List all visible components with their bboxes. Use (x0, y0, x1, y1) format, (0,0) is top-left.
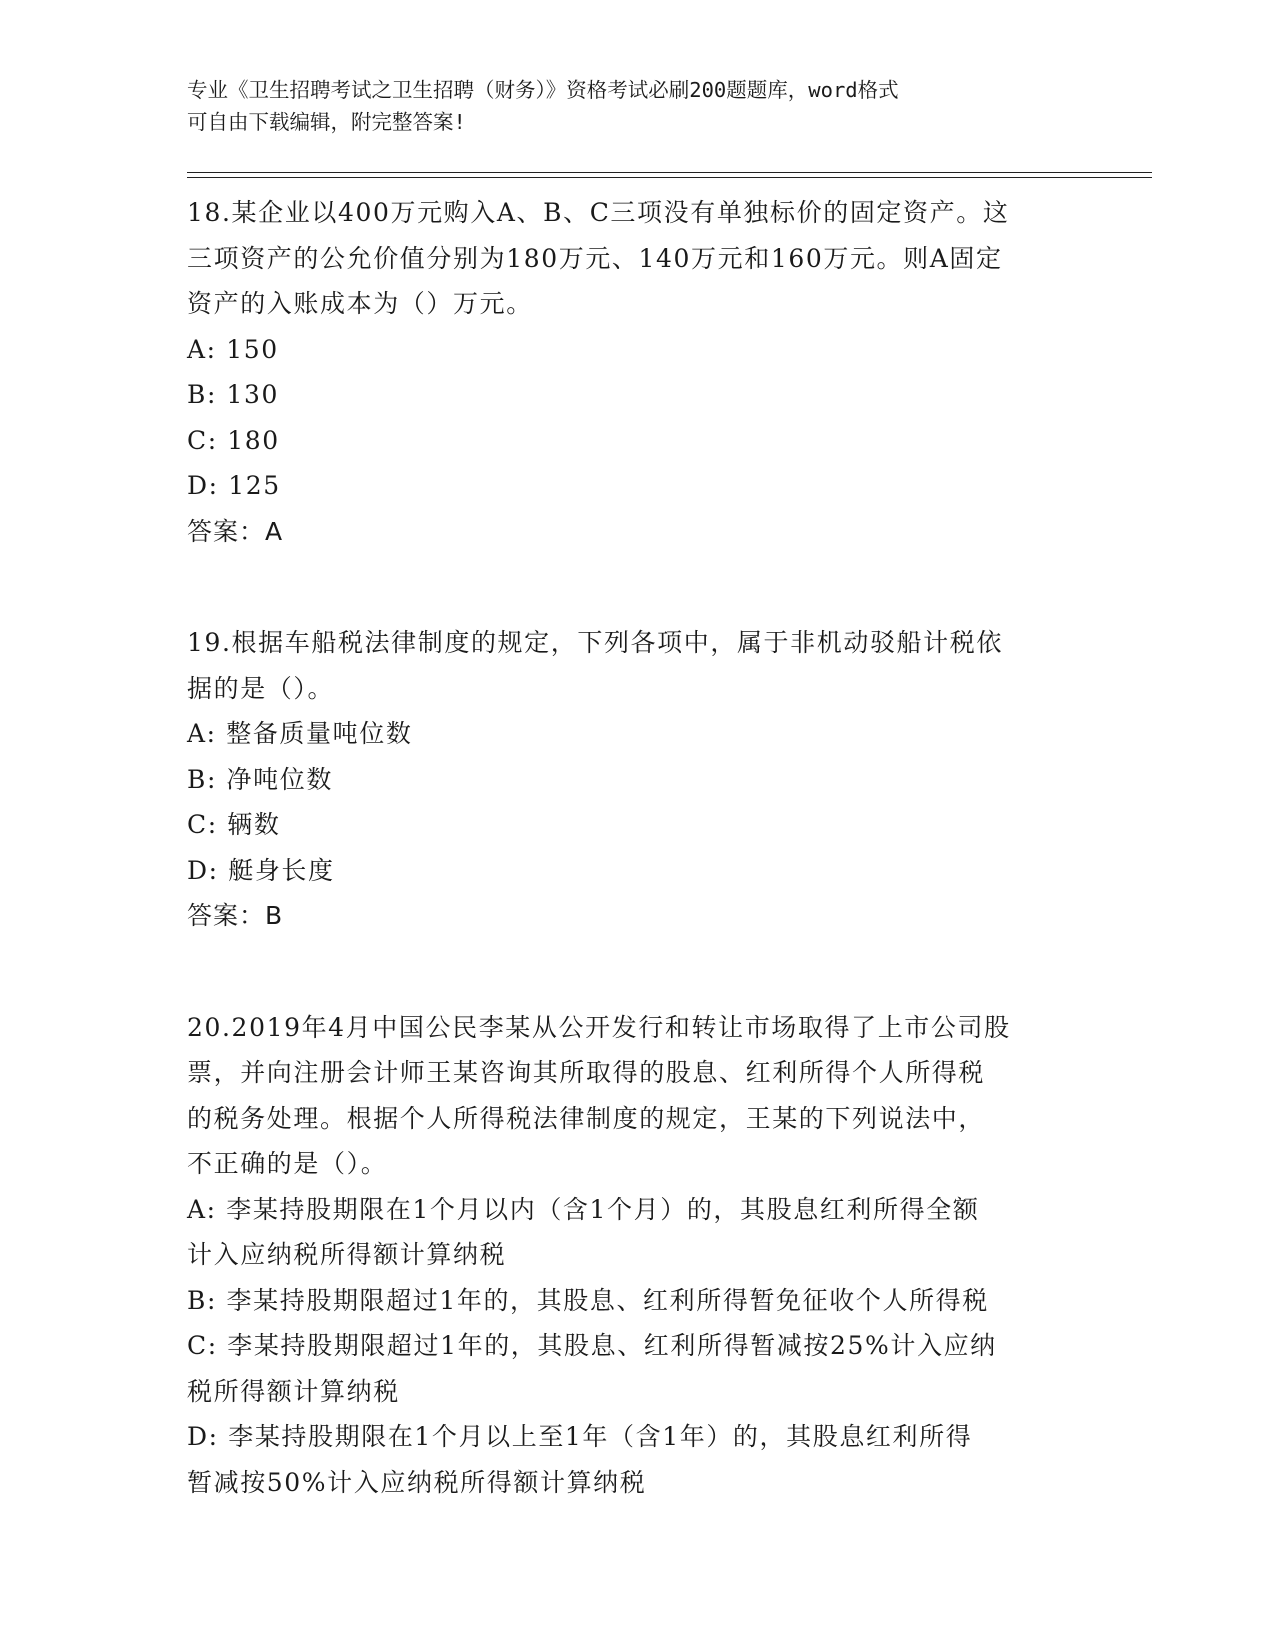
option-line: 计入应纳税所得额计算纳税 (187, 1240, 507, 1269)
option-line: A: 李某持股期限在1个月以内（含1个月）的，其股息红利所得全额 (187, 1194, 980, 1224)
question-stem-line: 票，并向注册会计师王某咨询其所取得的股息、红利所得个人所得税 (187, 1058, 986, 1087)
option-line: D: 125 (187, 471, 281, 500)
question-block (187, 190, 1087, 554)
question-stem-line: 资产的入账成本为（）万元。 (187, 289, 533, 318)
question-stem-line: 的税务处理。根据个人所得税法律制度的规定，王某的下列说法中， (187, 1103, 986, 1133)
question-block (187, 620, 1087, 939)
option-line: B: 130 (187, 380, 280, 409)
question-stem-line: 19.根据车船税法律制度的规定，下列各项中，属于非机动驳船计税依 (187, 628, 1003, 657)
answer-line: 答案：B (187, 901, 284, 930)
document-header (187, 74, 1067, 138)
header-line-1: 专业《卫生招聘考试之卫生招聘（财务）》资格考试必刷200题题库，word格式 (187, 78, 899, 102)
header-divider-bottom (187, 177, 1152, 178)
option-line: A: 整备质量吨位数 (187, 719, 413, 748)
option-line: C: 180 (187, 425, 280, 455)
option-line: C: 辆数 (187, 810, 281, 839)
question-stem-line: 三项资产的公允价值分别为180万元、140万元和160万元。则A固定 (187, 243, 1003, 273)
question-list (187, 190, 1087, 1571)
option-line: 暂减按50%计入应纳税所得额计算纳税 (187, 1467, 647, 1497)
option-line: 税所得额计算纳税 (187, 1376, 400, 1406)
option-line: D: 艇身长度 (187, 855, 335, 885)
header-divider-top (187, 172, 1152, 173)
option-line: B: 净吨位数 (187, 764, 333, 794)
option-line: D: 李某持股期限在1个月以上至1年（含1年）的，其股息红利所得 (187, 1422, 973, 1451)
question-stem-line: 20.2019年4月中国公民李某从公开发行和转让市场取得了上市公司股 (187, 1012, 1011, 1042)
question-stem-line: 据的是（）。 (187, 673, 335, 703)
option-line: C: 李某持股期限超过1年的，其股息、红利所得暂减按25%计入应纳 (187, 1331, 997, 1360)
question-stem-line: 18.某企业以400万元购入A、B、C三项没有单独标价的固定资产。这 (187, 198, 1010, 227)
header-line-2: 可自由下载编辑，附完整答案! (187, 110, 466, 134)
question-stem-line: 不正确的是（）。 (187, 1149, 388, 1178)
answer-line: 答案：A (187, 516, 284, 546)
question-block (187, 1005, 1087, 1506)
option-line: A: 150 (187, 334, 279, 364)
option-line: B: 李某持股期限超过1年的，其股息、红利所得暂免征收个人所得税 (187, 1285, 989, 1315)
